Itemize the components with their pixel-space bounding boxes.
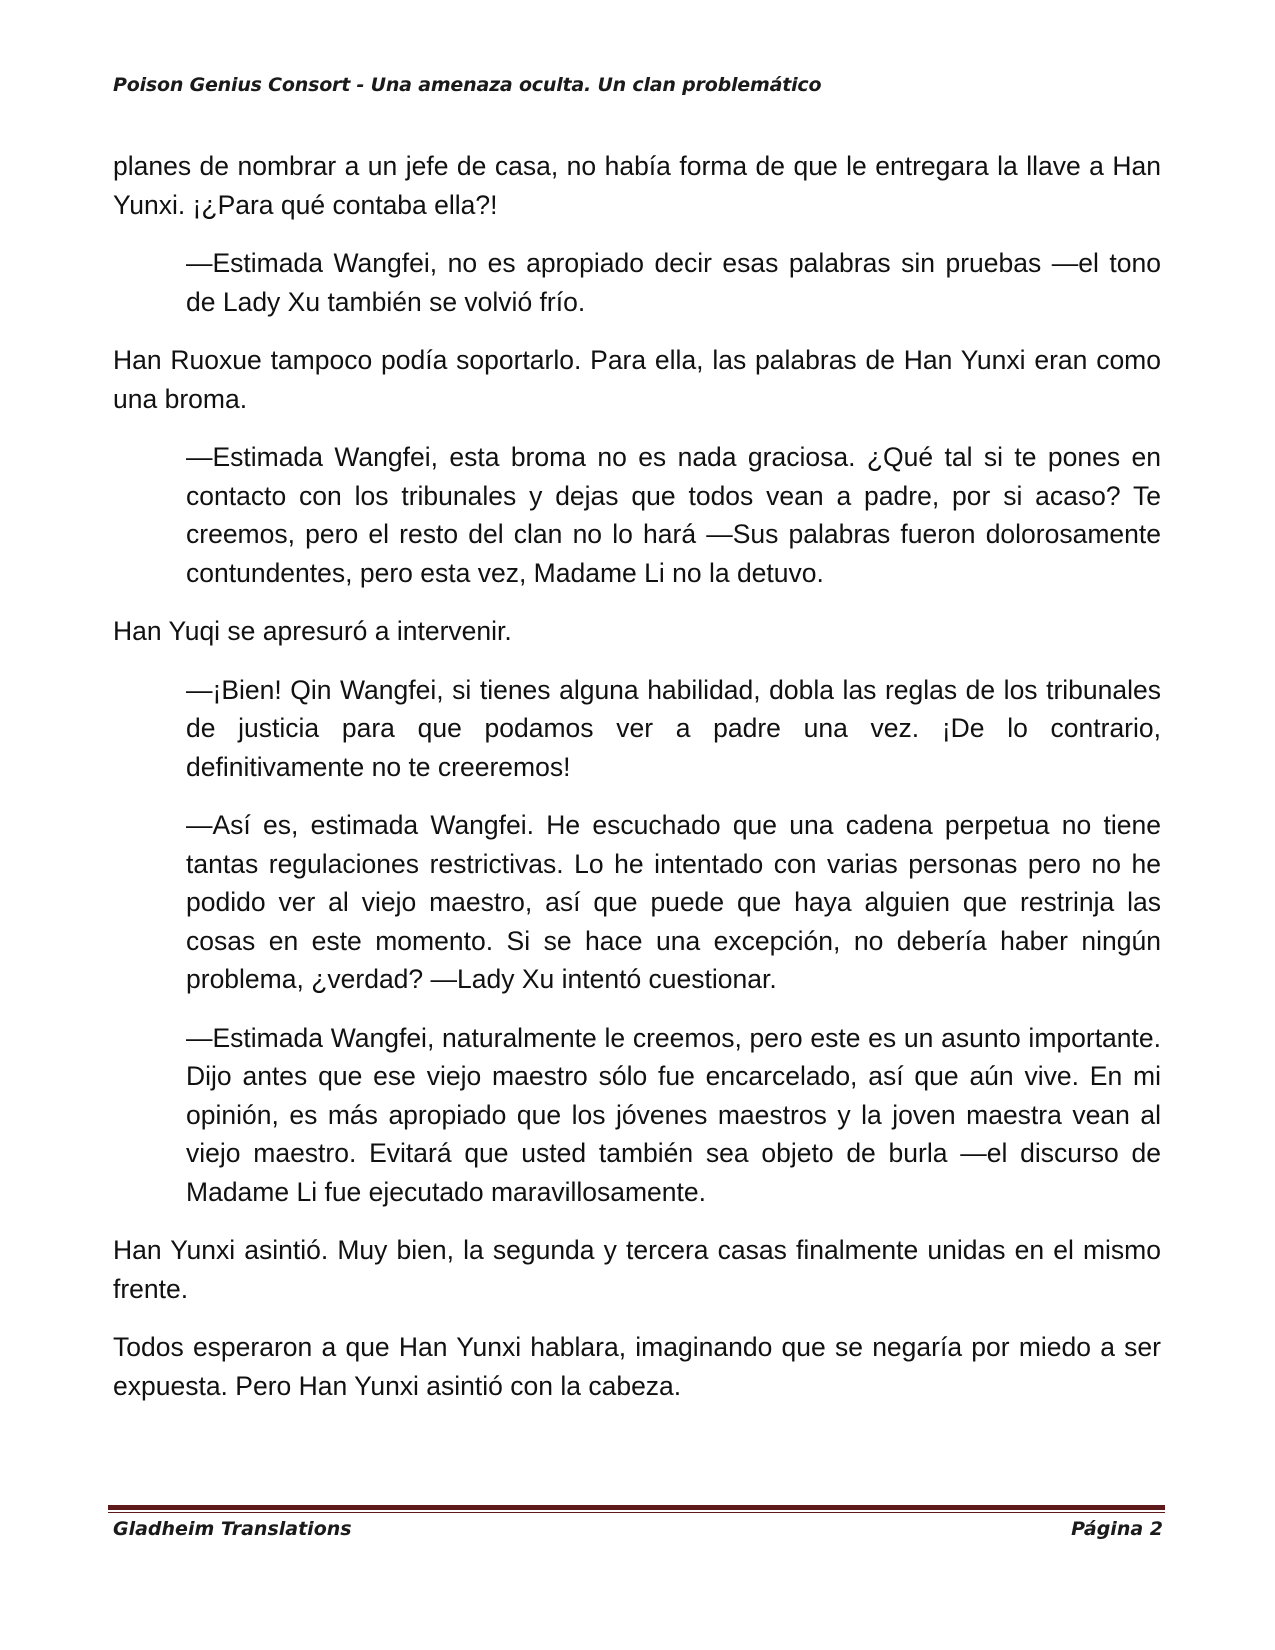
- footer-divider-thick: [108, 1505, 1165, 1510]
- footer-page-number: Página 2: [1071, 1518, 1163, 1540]
- paragraph-dialogue: —Estimada Wangfei, no es apropiado decir esas palabras sin pruebas —el tono de Lady Xu también se volvió frío.: [186, 248, 1161, 317]
- footer-divider-thin: [108, 1512, 1165, 1513]
- paragraph-dialogue: —Estimada Wangfei, naturalmente le creemos, pero este es un asunto importante. Dijo antes que ese viejo maestro sólo fue encarcelado, así que aún vive. En mi opinión, es más apropiado que los jóvenes maestros y la joven maestra vean al viejo maestro. Evitará que usted también sea objeto de burla —el discurso de Madame Li fue ejecutado maravillosamente.: [186, 1022, 1161, 1207]
- paragraph-dialogue: —Así es, estimada Wangfei. He escuchado que una cadena perpetua no tiene tantas regulaciones restrictivas. Lo he intentado con varias personas pero no he podido ver al viejo maestro, así que puede que haya alguien que restrinja las cosas en este momento. Si se hace una excepción, no debería haber ningún problema, ¿verdad? —Lady Xu intentó cuestionar.: [186, 810, 1161, 994]
- paragraph-dialogue: —Estimada Wangfei, esta broma no es nada graciosa. ¿Qué tal si te pones en contacto con los tribunales y dejas que todos vean a padre, por si acaso? Te creemos, pero el resto del clan no lo hará —Sus palabras fueron dolorosamente contundentes, pero esta vez, Madame Li no la detuvo.: [186, 442, 1161, 588]
- footer-publisher: Gladheim Translations: [113, 1518, 352, 1540]
- paragraph-narration: Han Yuqi se apresuró a intervenir.: [113, 616, 512, 646]
- paragraph-narration: planes de nombrar a un jefe de casa, no había forma de que le entregara la llave a Han Yunxi. ¡¿Para qué contaba ella?!: [113, 151, 1161, 220]
- page-body: [113, 147, 1161, 1425]
- paragraph-dialogue: —¡Bien! Qin Wangfei, si tienes alguna habilidad, dobla las reglas de los tribunales de justicia para que podamos ver a padre una vez. ¡De lo contrario, definitivamente no te creeremos!: [186, 674, 1161, 782]
- running-header: Poison Genius Consort - Una amenaza oculta. Un clan problemático: [113, 74, 822, 96]
- paragraph-narration: Han Ruoxue tampoco podía soportarlo. Para ella, las palabras de Han Yunxi eran como una broma.: [113, 345, 1161, 414]
- paragraph-narration: Todos esperaron a que Han Yunxi hablara, imaginando que se negaría por miedo a ser expuesta. Pero Han Yunxi asintió con la cabeza.: [113, 1332, 1161, 1401]
- footer-divider: [108, 1505, 1165, 1513]
- paragraph-narration: Han Yunxi asintió. Muy bien, la segunda y tercera casas finalmente unidas en el mismo frente.: [113, 1235, 1161, 1304]
